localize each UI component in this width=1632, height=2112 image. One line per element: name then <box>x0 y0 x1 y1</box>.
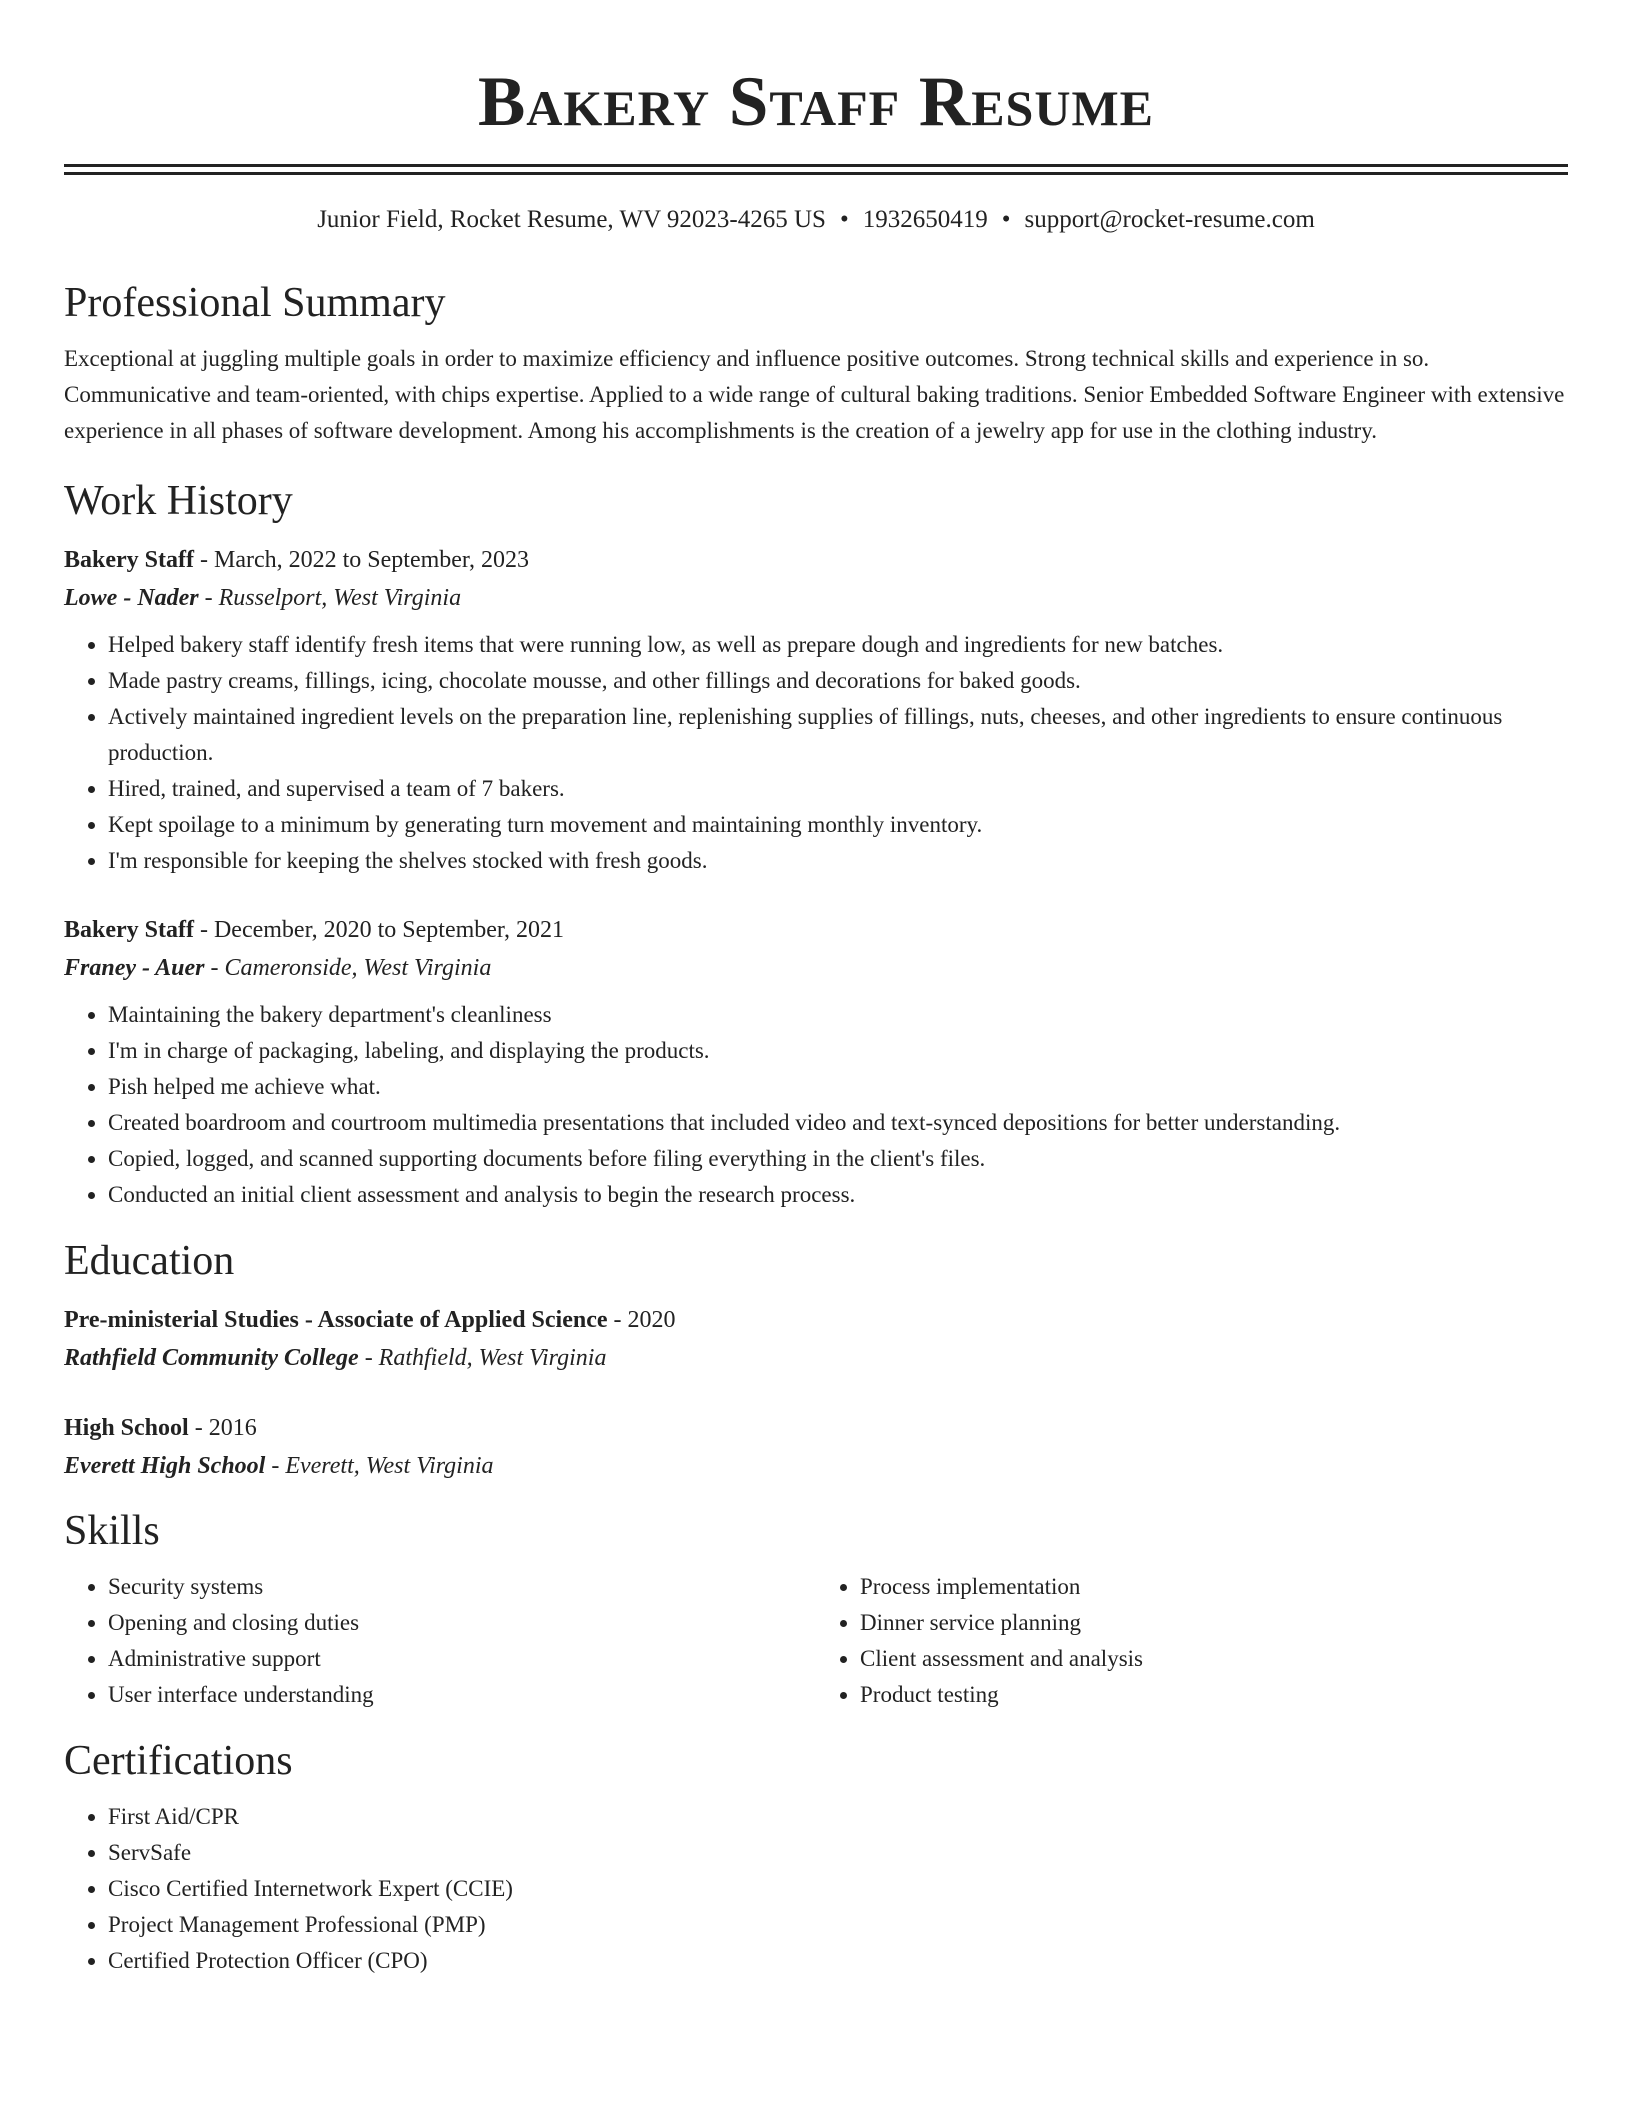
skill-item: • Dinner service planning <box>860 1605 1568 1641</box>
education-location: - Everett, West Virginia <box>265 1453 494 1479</box>
certification-item: • Project Management Professional (PMP) <box>108 1907 1568 1943</box>
job-bullet: • I'm in charge of packaging, labeling, and displaying the products. <box>108 1033 1568 1069</box>
education-school: Everett High School <box>64 1453 266 1479</box>
summary-text: Exceptional at juggling multiple goals in order to maximize efficiency and influence positive outcomes. Strong technical skills and experience in so. Communicative and team-oriented, with chips expertise. Applied to a wide range of cultural baking traditions. Senior Embedded Software Engineer with extensive experience in all phases of software development. Among his accomplishments is the creation of a jewelry app for use in the clothing industry. <box>64 346 1565 443</box>
certification-item: • Certified Protection Officer (CPO) <box>108 1943 1568 1979</box>
education-entry <box>64 1301 1568 1377</box>
job-dates: - December, 2020 to September, 2021 <box>193 917 564 943</box>
skill-item: • Process implementation <box>860 1569 1568 1605</box>
skills-column-left <box>64 1569 816 1713</box>
job-employer: Franey - Auer <box>64 955 205 981</box>
education-degree: High School <box>64 1415 189 1441</box>
resume-page <box>64 0 1568 1979</box>
job-entry <box>64 541 1568 879</box>
job-bullet: • Hired, trained, and supervised a team of 7 bakers. <box>108 771 1568 807</box>
job-employer-line <box>64 949 1568 987</box>
job-location: - Russelport, West Virginia <box>198 585 462 611</box>
contact-phone: 1932650419 <box>862 206 988 233</box>
skill-item: • User interface understanding <box>108 1677 816 1713</box>
contact-separator: • <box>839 206 849 233</box>
job-employer-line <box>64 579 1568 617</box>
title-rule-bottom <box>64 172 1568 175</box>
certification-item: • Cisco Certified Internetwork Expert (CCIE) <box>108 1871 1568 1907</box>
job-bullet: • Actively maintained ingredient levels on the preparation line, replenishing supplies of fillings, nuts, cheeses, and other ingredients to ensure continuous production. <box>108 699 1568 771</box>
certification-item: • First Aid/CPR <box>108 1799 1568 1835</box>
skill-item: • Product testing <box>860 1677 1568 1713</box>
education-school-line <box>64 1339 1568 1377</box>
job-dates: - March, 2022 to September, 2023 <box>193 547 529 573</box>
skill-item: • Security systems <box>108 1569 816 1605</box>
certifications-list <box>64 1799 1568 1979</box>
certification-item: • ServSafe <box>108 1835 1568 1871</box>
job-bullet: • Created boardroom and courtroom multimedia presentations that included video and text-synced depositions for better understanding. <box>108 1105 1568 1141</box>
education-year: - 2016 <box>188 1415 257 1441</box>
education-degree: Pre-ministerial Studies - Associate of Applied Science <box>64 1307 608 1333</box>
skills-grid <box>64 1569 1568 1713</box>
education-year: - 2020 <box>607 1307 676 1333</box>
certifications-heading: Certifications <box>64 1738 293 1784</box>
education-location: - Rathfield, West Virginia <box>358 1345 607 1371</box>
skill-item: • Administrative support <box>108 1641 816 1677</box>
education-degree-line <box>64 1409 1568 1447</box>
summary-heading: Professional Summary <box>64 280 446 326</box>
job-employer: Lowe - Nader <box>64 585 199 611</box>
job-bullet: • Maintaining the bakery department's cleanliness <box>108 997 1568 1033</box>
job-location: - Cameronside, West Virginia <box>204 955 492 981</box>
contact-line <box>64 205 1568 235</box>
job-bullet: • Pish helped me achieve what. <box>108 1069 1568 1105</box>
job-bullet: • Kept spoilage to a minimum by generating turn movement and maintaining monthly inventory. <box>108 807 1568 843</box>
job-title-line <box>64 911 1568 949</box>
job-bullet: • I'm responsible for keeping the shelves stocked with fresh goods. <box>108 843 1568 879</box>
skills-column-right <box>816 1569 1568 1713</box>
work-history-heading: Work History <box>64 478 293 524</box>
job-bullet: • Conducted an initial client assessment and analysis to begin the research process. <box>108 1177 1568 1213</box>
skill-item: • Opening and closing duties <box>108 1605 816 1641</box>
contact-email: support@rocket-resume.com <box>1024 206 1315 233</box>
education-heading: Education <box>64 1238 235 1284</box>
contact-separator: • <box>1001 206 1011 233</box>
job-bullets <box>64 627 1568 879</box>
job-title-line <box>64 541 1568 579</box>
contact-address: Junior Field, Rocket Resume, WV 92023-4265 US <box>317 206 826 233</box>
job-entry <box>64 911 1568 1213</box>
job-title: Bakery Staff <box>64 917 194 943</box>
job-bullet: • Helped bakery staff identify fresh items that were running low, as well as prepare dough and ingredients for new batches. <box>108 627 1568 663</box>
resume-title: Bakery Staff Resume <box>477 63 1155 141</box>
education-school-line <box>64 1447 1568 1485</box>
education-school: Rathfield Community College <box>64 1345 359 1371</box>
job-bullets <box>64 997 1568 1213</box>
job-bullet: • Copied, logged, and scanned supporting documents before filing everything in the client's files. <box>108 1141 1568 1177</box>
education-entry <box>64 1409 1568 1485</box>
skills-heading: Skills <box>64 1508 160 1554</box>
skill-item: • Client assessment and analysis <box>860 1641 1568 1677</box>
title-rule-top <box>64 164 1568 167</box>
education-degree-line <box>64 1301 1568 1339</box>
job-title: Bakery Staff <box>64 547 194 573</box>
job-bullet: • Made pastry creams, fillings, icing, chocolate mousse, and other fillings and decorations for baked goods. <box>108 663 1568 699</box>
